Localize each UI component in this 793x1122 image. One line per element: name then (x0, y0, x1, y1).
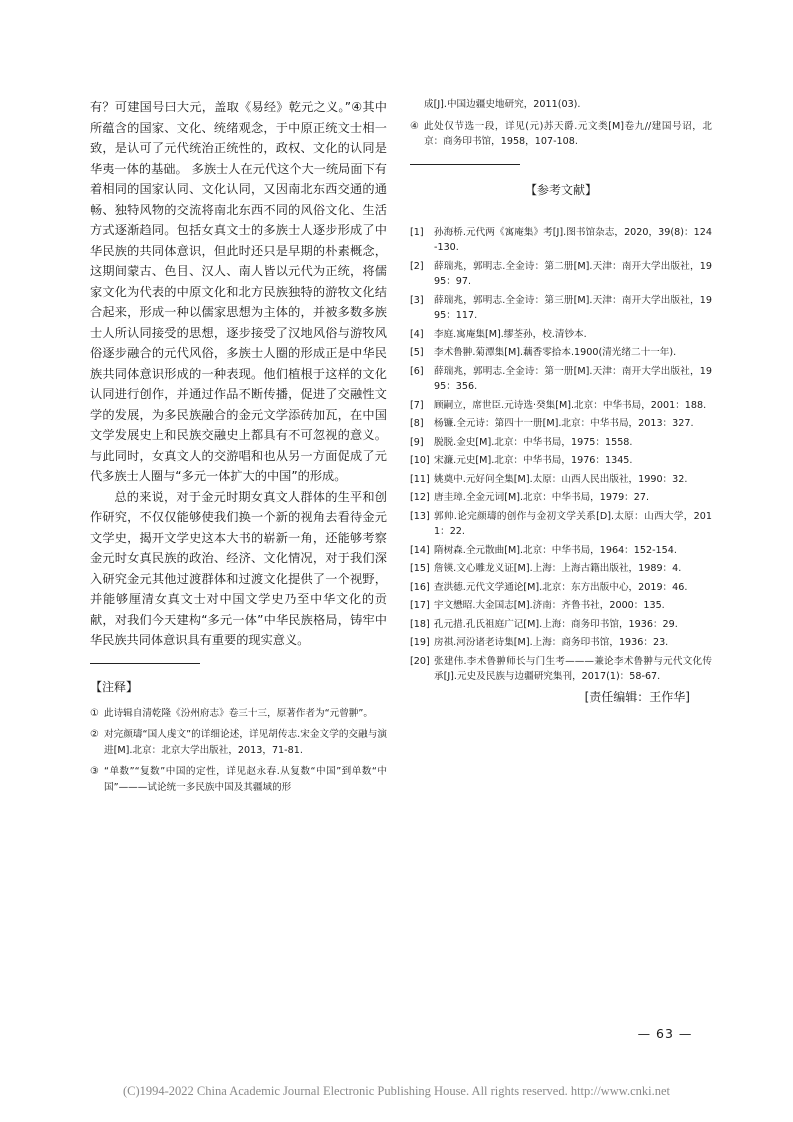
right-column (410, 97, 712, 705)
reference-item (410, 654, 712, 685)
reference-item (410, 259, 712, 290)
note-text: 此处仅节选一段，详见(元)苏天爵.元文类[M]卷九//建国号诏，北京：商务印书馆，1958，107-108. (424, 120, 712, 147)
page-number: — 63 — (637, 1026, 693, 1041)
reference-number: [7] (410, 399, 424, 411)
reference-number: [17] (410, 600, 430, 611)
reference-item (410, 293, 712, 324)
reference-number: [15] (410, 563, 430, 574)
reference-item (410, 453, 712, 469)
reference-item (410, 435, 712, 451)
editor-credit: [责任编辑：王作华] (584, 689, 690, 704)
reference-number: [9] (410, 436, 424, 448)
reference-item (410, 561, 712, 577)
note-item (90, 727, 387, 758)
reference-text: 薛瑞兆，郭明志.全金诗：第二册[M].天津：南开大学出版社，1995：97. (434, 260, 712, 287)
reference-item (410, 345, 712, 361)
reference-number: [10] (410, 455, 430, 466)
reference-item (410, 398, 712, 414)
note-number: ③ (90, 766, 99, 777)
reference-item (410, 509, 712, 540)
reference-text: 宇文懋昭.大金国志[M].济南：齐鲁书社，2000：135. (434, 600, 665, 611)
notes-divider (90, 663, 200, 664)
reference-text: 唐圭璋.全金元词[M].北京：中华书局，1979：27. (434, 492, 650, 503)
reference-item (410, 598, 712, 614)
reference-number: [3] (410, 294, 424, 306)
reference-item (410, 416, 712, 432)
note-text: “单数”“复数”中国的定性，详见赵永春.从复数“中国”到单数“中国”———试论统一多民族中国及其疆域的形 (104, 766, 387, 793)
reference-text: 孙海桥.元代两《寓庵集》考[J].图书馆杂志，2020，39(8)：124-130. (434, 226, 712, 253)
notes-list (90, 706, 387, 796)
references-title: 【参考文献】 (524, 182, 597, 197)
reference-text: 杨镰.全元诗：第四十一册[M].北京：中华书局，2013：327. (434, 418, 694, 429)
reference-item (410, 490, 712, 506)
reference-number: [4] (410, 328, 424, 340)
note-item (90, 764, 387, 795)
reference-item (410, 327, 712, 343)
references-divider (410, 164, 520, 165)
reference-text: 孔元措.孔氏祖庭广记[M].上海：商务印书馆，1936：29. (434, 618, 678, 630)
reference-number: [20] (410, 655, 430, 667)
reference-text: 查洪德.元代文学通论[M].北京：东方出版中心，2019：46. (434, 581, 688, 593)
reference-item (410, 364, 712, 395)
reference-text: 李庭.寓庵集[M].缪荃孙，校.清钞本. (434, 328, 587, 340)
reference-number: [6] (410, 365, 424, 377)
body-paragraph-1: 有？可建国号曰大元，盖取《易经》乾元之义。”④其中所蕴含的国家、文化、统绪观念，于中原正统文士相一致，是认可了元代统治正统性的，政权、文化的认同是华夷一体的基础。 多族士人在元代这个大一统局面下有着相同的国家认同、文化认同，又因南北东西交通的通畅、独特风物的交流将南北东西不同的风俗文化、生活方式逐渐趋同。包括女真文士的多族士人逐步形成了中华民族的共同体意识，但此时还只是早期的朴素概念，这期间蒙古、色目、汉人、南人皆以元代为正统，将儒家文化为代表的中原文化和北方民族独特的游牧文化结合起来，形成一种以儒家思想为主体的，并被多数多族士人所认同接受的思想，逐步接受了汉地风俗与游牧风俗逐步融合的元代风俗，多族士人圈的形成正是中华民族共同体意识形成的一种表现。他们植根于这样的文化认同进行创作，并通过作品不断传播，促进了交融性文学的发展，为多民族融合的金元文学添砖加瓦，在中国文学发展史上和民族交融史上都具有不可忽视的意义。与此同时，女真文人的交游唱和也从另一方面促成了元代多族士人圈与“多元一体扩大的中国”的形成。 (90, 100, 387, 483)
reference-number: [8] (410, 418, 424, 429)
reference-text: 姚奠中.元好问全集[M].太原：山西人民出版社，1990：32. (434, 473, 688, 485)
reference-number: [5] (410, 347, 424, 358)
reference-text: 顾嗣立，席世臣.元诗选·癸集[M].北京：中华书局，2001：188. (434, 399, 707, 411)
reference-item (410, 617, 712, 633)
references-list (410, 225, 712, 685)
reference-item (410, 580, 712, 596)
note-item (90, 706, 387, 722)
reference-item (410, 225, 712, 256)
reference-number: [11] (410, 473, 430, 485)
note-number: ④ (410, 120, 419, 132)
reference-text: 郭帅.论完颜璹的创作与金初文学关系[D].太原：山西大学，2011：22. (434, 510, 712, 537)
note-text: 对完颜璹“国人虔文”的详细论述，详见胡传志.宋金文学的交融与演进[M].北京：北京大学出版社，2013，71-81. (104, 729, 387, 756)
left-column (90, 97, 387, 801)
note-item-continued (410, 97, 712, 113)
reference-text: 隋树森.全元散曲[M].北京：中华书局，1964：152-154. (434, 544, 677, 556)
note-item (410, 119, 712, 150)
reference-text: 宋濂.元史[M].北京：中华书局，1976：1345. (434, 455, 633, 466)
reference-number: [1] (410, 226, 424, 238)
note-text: 此诗辑自清乾隆《汾州府志》卷三十三，原著作者为“元曾翀”。 (104, 707, 373, 719)
reference-text: 李术鲁翀.菊潭集[M].藕香零拾本.1900(清光绪二十一年). (434, 347, 677, 358)
reference-text: 张建伟.李术鲁翀师长与门生考———兼论李术鲁翀与元代文化传承[J].元史及民族与边疆研究集刊，2017(1)：58-67. (434, 655, 712, 682)
note-number: ① (90, 707, 99, 719)
reference-text: 脱脱.金史[M].北京：中华书局，1975：1558. (434, 436, 633, 448)
reference-number: [14] (410, 544, 430, 556)
reference-number: [18] (410, 618, 430, 630)
notes-title: 【注释】 (90, 679, 139, 694)
reference-item (410, 472, 712, 488)
note-text: 成[J].中国边疆史地研究，2011(03). (424, 99, 581, 110)
reference-number: [19] (410, 637, 430, 648)
reference-text: 房祺.河汾诸老诗集[M].上海：商务印书馆，1936：23. (434, 637, 669, 648)
reference-number: [12] (410, 492, 430, 503)
note-number: ② (90, 729, 99, 740)
body-paragraph-2: 总的来说，对于金元时期女真文人群体的生平和创作研究，不仅仅能够使我们换一个新的视角去看待金元文学史，揭开文学史这本大书的崭新一角，还能够考察金元时女真民族的政治、经济、文化情况，对于我们深入研究金元其他过渡群体和过渡文化提供了一个视野，并能够厘清女真文士对中国文学史乃至中华文化的贡献，对我们今天建构“多元一体”中华民族格局，铸牢中华民族共同体意识具有重要的现实意义。 (90, 489, 387, 647)
copyright-footer: (C)1994-2022 China Academic Journal Electronic Publishing House. All rights reserved. http://www.cnki.net (122, 1084, 670, 1098)
reference-number: [2] (410, 260, 424, 272)
reference-item (410, 543, 712, 559)
reference-text: 薛瑞兆，郭明志.全金诗：第三册[M].天津：南开大学出版社，1995：117. (434, 294, 712, 321)
reference-item (410, 635, 712, 651)
reference-text: 詹锳.文心雕龙义证[M].上海：上海古籍出版社，1989：4. (434, 563, 682, 574)
reference-number: [16] (410, 581, 430, 593)
reference-text: 薛瑞兆，郭明志.全金诗：第一册[M].天津：南开大学出版社，1995：356. (434, 365, 712, 392)
reference-number: [13] (410, 510, 430, 522)
